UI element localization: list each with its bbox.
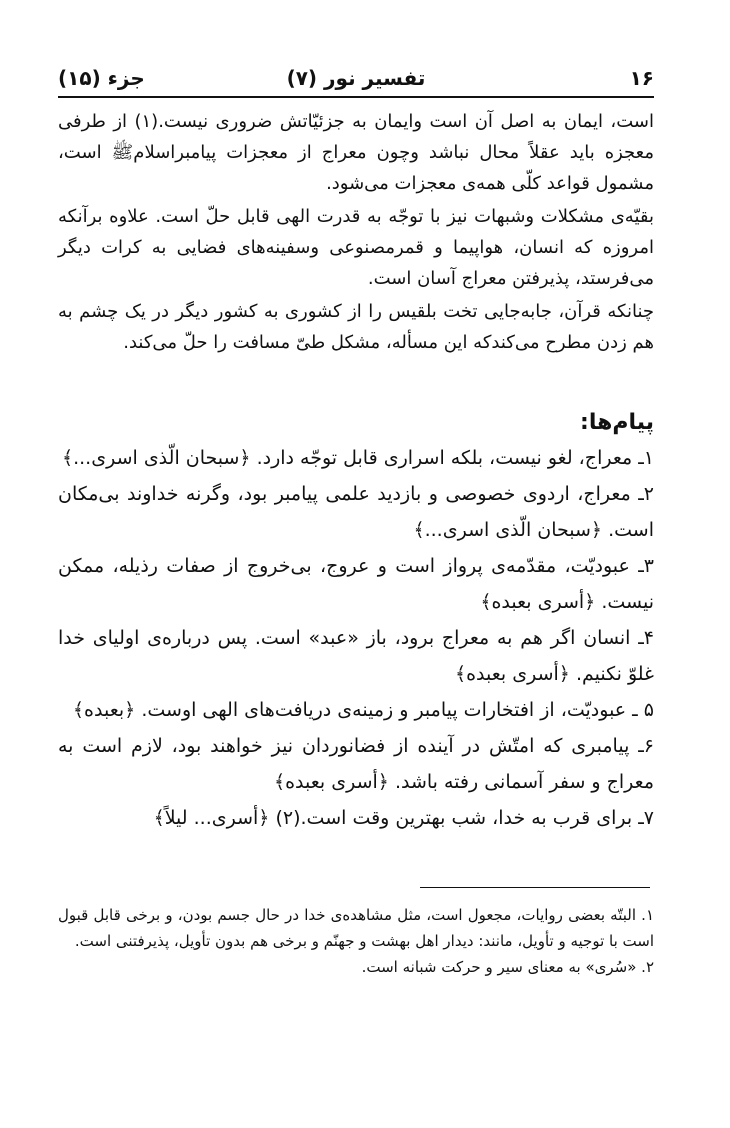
- message-item: ۱ـ معراج، لغو نیست، بلکه اسراری قابل توجّه دارد. ﴿سبحان الّذی اسری...﴾: [61, 447, 654, 469]
- footnote: ۲. «سُری» به معنای سیر و حرکت شبانه است.: [361, 958, 654, 976]
- page-number: ۱۶: [629, 66, 654, 90]
- message-item: ۶ـ پیامبری که امتّش در آینده از فضانوردان نیز خواهند بود، لازم است به معراج و سفر آسمانی رفته باشد. ﴿أسری بعبده﴾: [58, 735, 654, 793]
- footnote: ۱. البتّه بعضی روایات، مجعول است، مثل مشاهده‌ی خدا در حال جسم بودن، و برخی قابل قبول است با توجیه و تأویل، مانند: دیدار اهل بهشت و جهنّم و برخی هم بدون تأویل، پذیرفتنی است.: [58, 906, 654, 950]
- part-label: جزء (۱۵): [58, 66, 145, 90]
- page-header: [58, 62, 654, 98]
- commentary-text: [58, 106, 654, 360]
- messages-list: [58, 440, 654, 836]
- messages-heading: پیام‌ها:: [580, 410, 654, 435]
- message-item: ۳ـ عبودیّت، مقدّمه‌ی پرواز است و عروج، بی‌خروج از صفات رذیله، ممکن نیست. ﴿أسری بعبده﴾: [58, 555, 654, 613]
- paragraph: است، ایمان به اصل آن است وایمان به جزئیّاتش ضروری نیست.(۱) از طرفی معجزه باید عقلاً محال نباشد وچون معراج از معجزات پیامبراسلامﷺ است، مشمول قواعد کلّی همه‌ی معجزات می‌شود.: [58, 111, 654, 194]
- footnote-divider: [420, 887, 650, 888]
- message-item: ۴ـ انسان اگر هم به معراج برود، باز «عبد» است. پس درباره‌ی اولیای خدا غلوّ نکنیم. ﴿أسری بعبده﴾: [58, 627, 654, 685]
- message-item: ۵ ـ عبودیّت، از افتخارات پیامبر و زمینه‌ی دریافت‌های الهی اوست. ﴿بعبده﴾: [72, 699, 654, 721]
- message-item: ۷ـ برای قرب به خدا، شب بهترین وقت است.(۲) ﴿أسری... لیلاً﴾: [153, 807, 654, 829]
- paragraph: بقیّه‌ی مشکلات وشبهات نیز با توجّه به قدرت الهی قابل حلّ است. علاوه برآنکه امروزه که انسان، هواپیما و قمرمصنوعی وسفینه‌های فضایی به کرات دیگر می‌فرستد، پذیرفتن معراج آسان است.: [58, 206, 654, 289]
- book-title: تفسیر نور (۷): [286, 66, 426, 90]
- paragraph: چنانکه قرآن، جابه‌جایی تخت بلقیس را از کشوری به کشور دیگر در یک چشم به هم زدن مطرح می‌کندکه این مسأله، مشکل طیّ مسافت را حلّ می‌کند.: [58, 301, 654, 353]
- footnotes: [58, 902, 654, 980]
- message-item: ۲ـ معراج، اردوی خصوصی و بازدید علمی پیامبر بود، وگرنه خداوند بی‌مکان است. ﴿سبحان الّذی اسری...﴾: [58, 483, 654, 541]
